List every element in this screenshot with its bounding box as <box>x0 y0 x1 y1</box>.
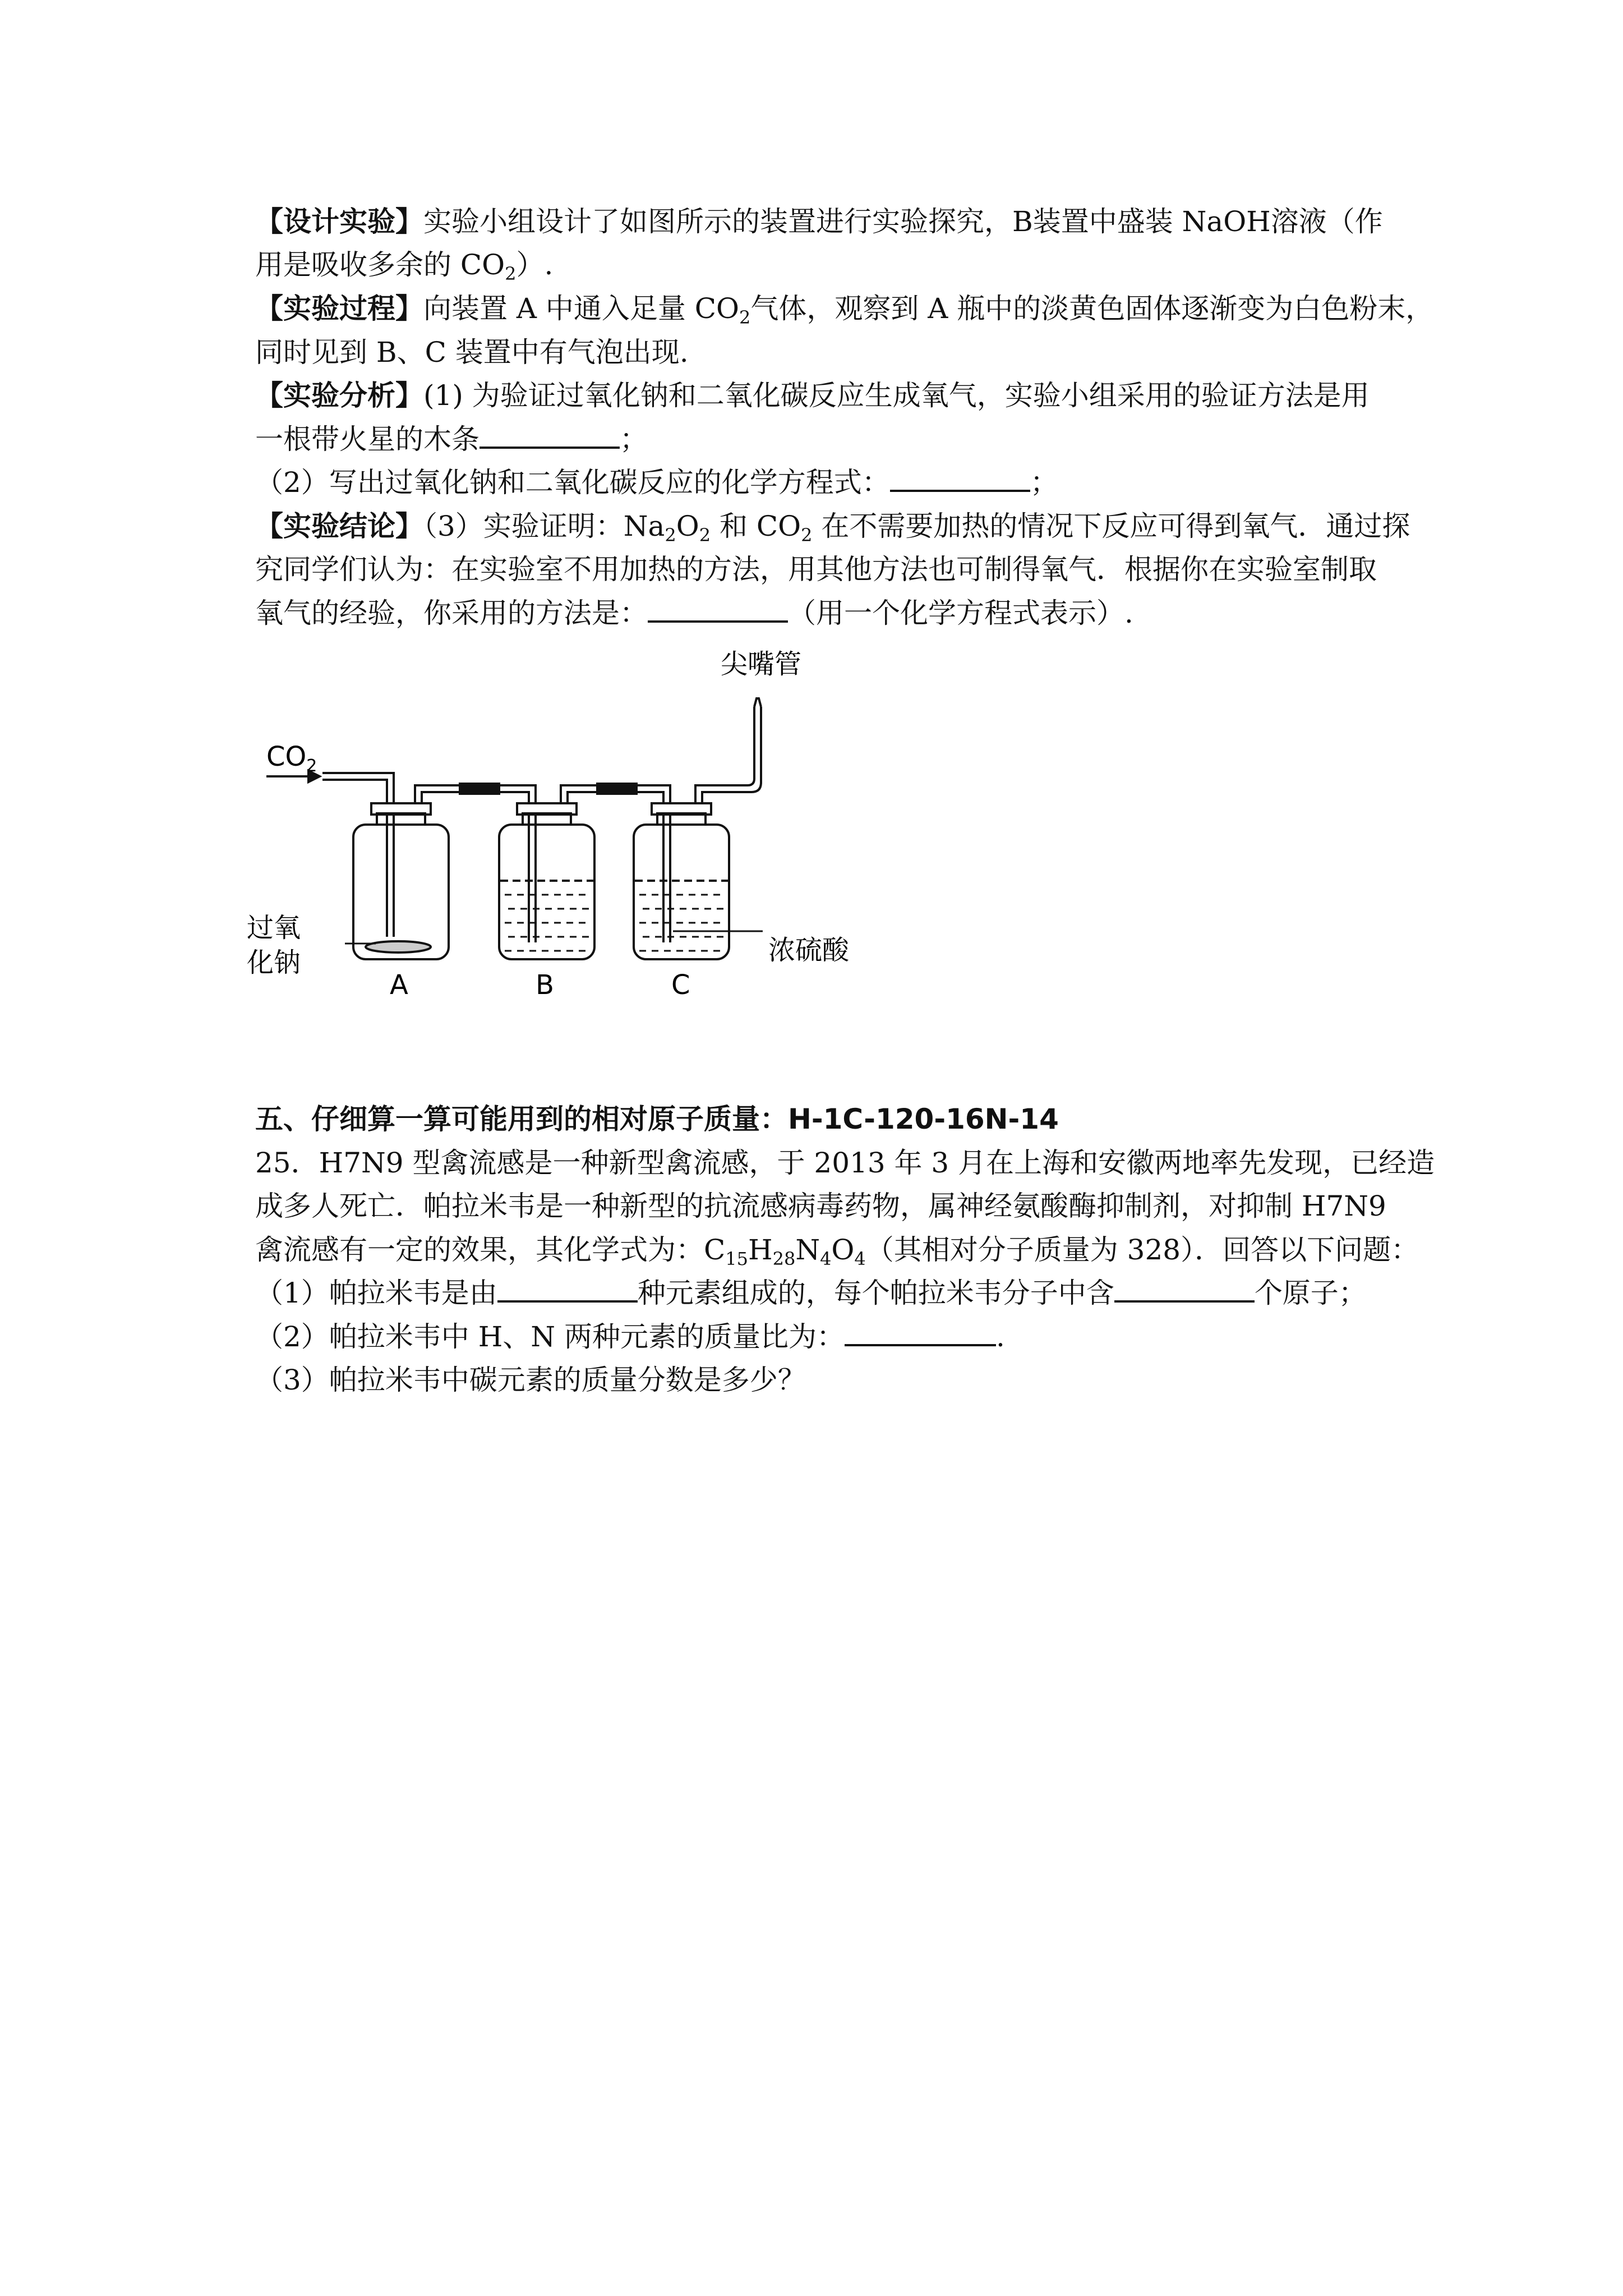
process-text-2: 同时见到 B、C 装置中有气泡出现. <box>255 336 689 369</box>
bottle-c <box>634 825 729 959</box>
answer-blank-3[interactable] <box>648 591 788 623</box>
analysis-line-3 <box>255 460 1382 505</box>
q25-sub-1: 15 <box>725 1248 748 1269</box>
process-line-2 <box>255 330 1382 375</box>
conclusion-sub-2: 2 <box>699 524 711 546</box>
design-tag: 【设计实验】 <box>255 205 423 238</box>
bottle-b <box>499 825 594 959</box>
bottle-a-label: A <box>390 969 408 1001</box>
conclusion-1c: 和 CO <box>711 510 801 542</box>
bottle-b-outlet-top <box>561 785 597 803</box>
conclusion-line-3 <box>255 591 1382 636</box>
design-text-1: 实验小组设计了如图所示的装置进行实验探究，B装置中盛装 NaOH溶液（作 <box>423 205 1383 238</box>
sub1a: （1）帕拉米韦是由 <box>255 1277 497 1309</box>
nozzle-tube-outer <box>695 707 754 803</box>
analysis-line-1 <box>255 373 1382 418</box>
conclusion-3a: 氧气的经验，你采用的方法是： <box>255 597 648 629</box>
q25-3b: H <box>748 1234 773 1266</box>
bottle-a <box>353 825 449 959</box>
q25-sub-4: 4 <box>854 1248 866 1269</box>
q25-line-1: 25．H7N9 型禽流感是一种新型禽流感，于 2013 年 3 月在上海和安徽两地率先发现，已经造 <box>255 1147 1435 1179</box>
q25-line-3 <box>255 1227 1419 1272</box>
section5-heading: 五、仔细算一算可能用到的相对原子质量：H-1C-120-16N-14 <box>255 1103 1059 1135</box>
conclusion-3b: （用一个化学方程式表示）. <box>788 597 1133 629</box>
analysis-text-2b: ； <box>620 423 648 455</box>
q25-sub-question-3: （3）帕拉米韦中碳元素的质量分数是多少？ <box>255 1364 806 1396</box>
conclusion-1d: 在不需要加热的情况下反应可得到氧气．通过探 <box>812 510 1410 542</box>
peroxide-label-2: 化钠 <box>247 947 301 978</box>
analysis-q2a: （2）写出过氧化钠和二氧化碳反应的化学方程式： <box>255 466 890 499</box>
design-text-2a: 用是吸收多余的 CO <box>255 249 505 281</box>
conclusion-sub-1: 2 <box>665 524 676 546</box>
tube-ab-top <box>499 785 536 803</box>
design-line-1 <box>255 199 1382 244</box>
inlet-tube-top <box>322 773 394 802</box>
answer-blank-6[interactable] <box>845 1315 996 1346</box>
q25-sub-question-2 <box>255 1314 1382 1359</box>
sub2b: . <box>995 1320 1005 1353</box>
q25-sub-question-1 <box>255 1271 1382 1315</box>
q25-3a: 禽流感有一定的效果，其化学式为：C <box>255 1234 726 1266</box>
design-sub: 2 <box>505 263 517 284</box>
bottle-c-liquid <box>639 895 725 951</box>
bottle-a-outlet-bottom <box>422 792 460 803</box>
analysis-text-1: (1) 为验证过氧化钠和二氧化碳反应生成氧气，实验小组采用的验证方法是用 <box>423 379 1370 412</box>
analysis-q2b: ； <box>1030 466 1058 499</box>
process-line-1 <box>255 286 1434 331</box>
q25-3c: N <box>795 1234 820 1266</box>
conclusion-1a: （3）实验证明：Na <box>423 510 665 542</box>
nozzle-label: 尖嘴管 <box>721 648 802 680</box>
bottle-a-inner-tube <box>387 813 394 937</box>
co2-label-sub: 2 <box>306 756 317 776</box>
q25-3d: O <box>831 1234 855 1266</box>
sub1b: 种元素组成的，每个帕拉米韦分子中含 <box>637 1277 1114 1309</box>
bottle-b-outlet-bottom <box>568 792 597 803</box>
answer-blank-5[interactable] <box>1114 1271 1255 1303</box>
inlet-tube-bottom <box>322 780 387 802</box>
acid-label: 浓硫酸 <box>768 935 850 966</box>
q25-line-2: 成多人死亡．帕拉米韦是一种新型的抗流感病毒药物，属神经氨酸酶抑制剂，对抑制 H7N9 <box>255 1190 1386 1222</box>
analysis-line-2 <box>255 417 1382 462</box>
conclusion-1b: O <box>676 510 699 542</box>
bottle-b-label: B <box>536 969 554 1001</box>
connector-ab <box>460 784 499 794</box>
process-tag: 【实验过程】 <box>255 292 423 325</box>
analysis-text-2a: 一根带火星的木条 <box>255 423 479 455</box>
answer-blank-4[interactable] <box>497 1271 638 1303</box>
conclusion-tag: 【实验结论】 <box>255 509 423 542</box>
tube-bc-bottom <box>637 792 663 803</box>
conclusion-line-1 <box>255 504 1410 549</box>
conclusion-line-2 <box>255 547 1382 592</box>
analysis-tag: 【实验分析】 <box>255 379 423 412</box>
apparatus-diagram <box>247 639 897 1010</box>
q25-3e: （其相对分子质量为 328）．回答以下问题： <box>865 1234 1419 1266</box>
design-line-2 <box>255 242 1382 287</box>
bottle-c-label: C <box>671 969 690 1001</box>
q25-sub-3: 4 <box>820 1248 832 1269</box>
sub1c: 个原子； <box>1254 1277 1367 1309</box>
conclusion-sub-3: 2 <box>801 524 813 546</box>
q25-sub-2: 28 <box>772 1248 796 1269</box>
tube-ab-bottom <box>499 792 529 803</box>
process-text-1b: 气体，观察到 A 瓶中的淡黄色固体逐渐变为白色粉末， <box>750 292 1434 325</box>
peroxide-label-1: 过氧 <box>247 912 301 944</box>
nozzle-tip <box>754 698 761 707</box>
co2-label-text: CO <box>266 741 307 772</box>
answer-blank-1[interactable] <box>479 417 620 449</box>
connector-bc <box>597 784 637 794</box>
design-text-2b: ）. <box>516 249 554 281</box>
co2-label <box>266 741 317 776</box>
tube-bc-top <box>637 785 670 803</box>
answer-blank-2[interactable] <box>890 461 1030 492</box>
process-text-1a: 向装置 A 中通入足量 CO <box>423 292 740 325</box>
nozzle-tube-inner <box>702 707 761 803</box>
bottle-b-liquid <box>505 895 590 951</box>
sub2a: （2）帕拉米韦中 H、N 两种元素的质量比为： <box>255 1320 845 1353</box>
conclusion-2: 究同学们认为：在实验室不用加热的方法，用其他方法也可制得氧气．根据你在实验室制取 <box>255 553 1377 586</box>
process-sub: 2 <box>739 307 751 328</box>
